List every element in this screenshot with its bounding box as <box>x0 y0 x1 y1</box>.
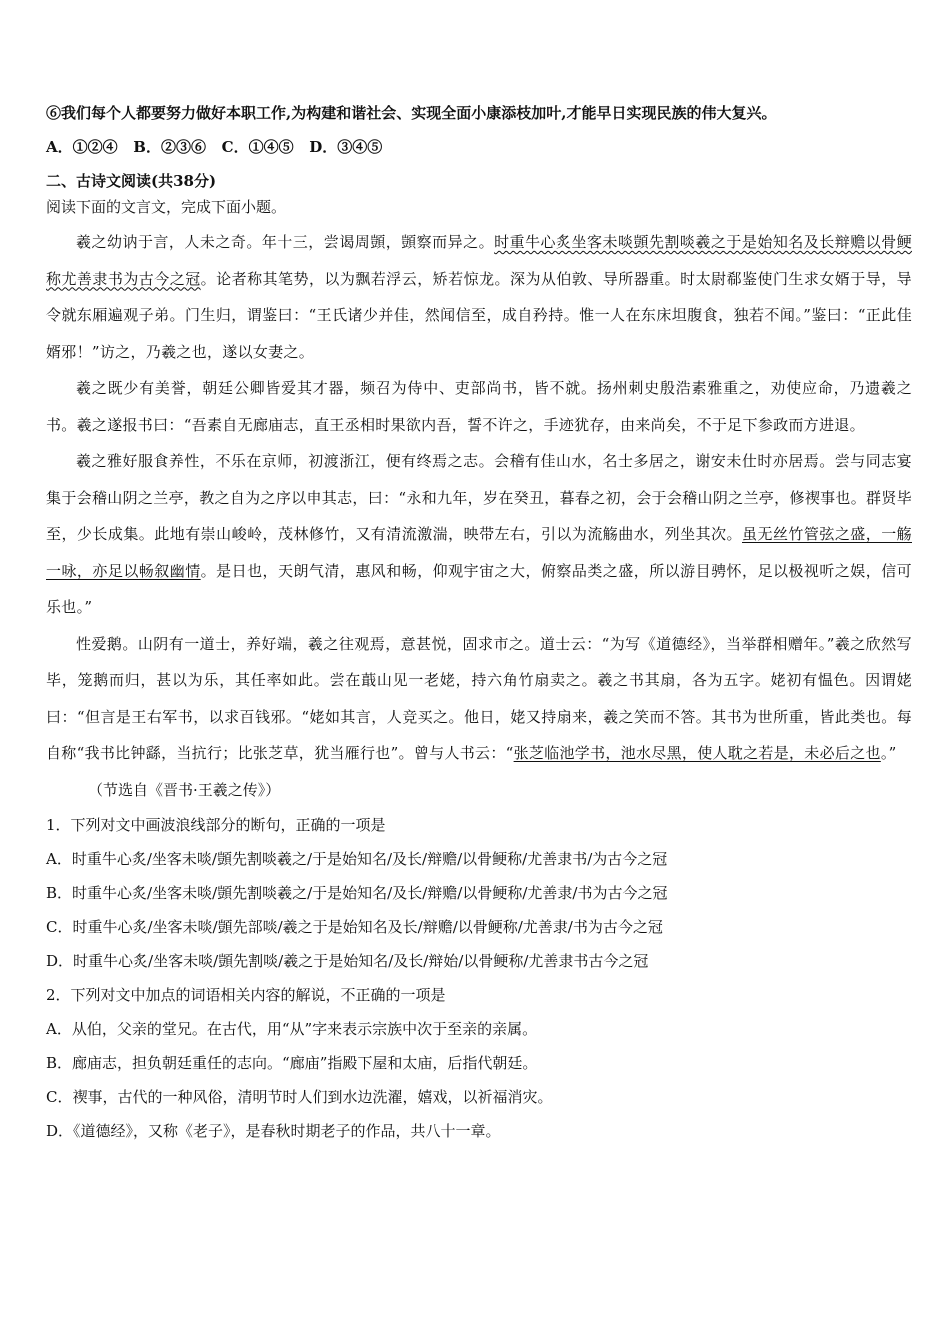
statement-6: ⑥我们每个人都要努力做好本职工作,为构建和谐社会、实现全面小康添枝加叶,才能早日实现民族的伟大复兴。 <box>46 104 777 122</box>
question-2-stem: 2．下列对文中加点的词语相关内容的解说，不正确的一项是 <box>46 985 446 1004</box>
passage-paragraph-2: 羲之既少有美誉，朝廷公卿皆爱其才器，频召为侍中、吏部尚书，皆不就。扬州刺史殷浩素雅重之，劝使应命，乃遗羲之书。羲之遂报书曰：“吾素自无廊庙志，直王丞相时果欲内吾，誓不许之，手迹犹存，由来尚矣，不于足下参政而方进退。 <box>46 379 912 434</box>
passage-text: 。论者称其笔势，以为飘若浮云，矫若惊龙。深为从伯敦、导所器重。时太尉郗鉴使门生求女婿于导，导令就东厢遍观子弟。门生归，谓鉴曰：“王氏诸少并佳，然闻信至，成自矜持。惟一人在东床坦腹食，独若不闻。”鉴曰：“正此佳婿邪！”访之，乃羲之也，遂以女妻之。 <box>46 269 912 361</box>
question-1-option-d: D．时重牛心炙/坐客未啖/顗先割啖/羲之于是始知名/及长/辩始/以骨鲠称/尤善隶书古今之冠 <box>46 951 649 970</box>
classical-passage <box>46 224 912 772</box>
underlined-text: 虽无丝竹管弦之盛，一觞一咏，亦足以畅叙幽情 <box>46 525 912 580</box>
question-2-option-d: D．《道德经》，又称《老子》，是春秋时期老子的作品，共八十一章。 <box>46 1121 501 1140</box>
passage-text: 羲之幼讷于言，人未之奇。年十三，尝谒周顗，顗察而异之。 <box>76 233 495 251</box>
question-1-option-a: A．时重牛心炙/坐客未啖/顗先割啖羲之/于是始知名/及长/辩赡/以骨鲠称/尤善隶书/为古今之冠 <box>46 849 668 868</box>
passage-paragraph-3 <box>46 443 912 626</box>
answer-options: A．①②④ B．②③⑥ C．①④⑤ D．③④⑤ <box>46 138 383 156</box>
section-instruction: 阅读下面的文言文，完成下面小题。 <box>46 198 287 216</box>
passage-paragraph-4 <box>46 626 912 772</box>
passage-text: 。是日也，天朗气清，惠风和畅，仰观宇宙之大，俯察品类之盛，所以游目骋怀，足以极视听之娱，信可乐也。” <box>46 561 912 616</box>
question-1-option-b: B．时重牛心炙/坐客未啖/顗先割啖羲之/于是始知名/及长/辩赡/以骨鲠称/尤善隶/书为古今之冠 <box>46 883 668 902</box>
question-2-option-b: B．廊庙志，担负朝廷重任的志向。“廊庙”指殿下屋和太庙，后指代朝廷。 <box>46 1053 538 1072</box>
section-heading: 二、古诗文阅读(共38分) <box>46 172 217 190</box>
question-2-option-a: A．从伯，父亲的堂兄。在古代，用“从”字来表示宗族中次于至亲的亲属。 <box>46 1019 538 1038</box>
underlined-text: 张芝临池学书，池水尽黑，使人耽之若是，未必后之也 <box>513 744 881 762</box>
passage-paragraph-1 <box>46 224 912 370</box>
passage-source: （节选自《晋书·王羲之传》） <box>88 780 281 799</box>
passage-text: 性爱鹅。山阴有一道士，养好端，羲之往观焉，意甚悦，固求市之。道士云：“为写《道德经》，当举群相赠年。”羲之欣然写毕，笼鹅而归，甚以为乐，其任率如此。尝在蕺山见一老姥，持六角竹扇卖之。羲之书其扇，各为五字。姥初有愠色。因谓姥曰：“但言是王右军书，以求百钱邪。“姥如其言，人竞买之。他日，姥又持扇来，羲之笑而不答。其书为世所重，皆此类也。每自称“我书比钟繇，当抗行；比张芝草，犹当雁行也”。曾与人书云：“ <box>46 634 912 762</box>
question-1-option-c: C．时重牛心炙/坐客未啖/顗先部啖/羲之于是始知名及长/辩赡/以骨鲠称/尤善隶/书为古今之冠 <box>46 917 663 936</box>
question-2-option-c: C．禊事，古代的一种风俗，清明节时人们到水边洗濯，嬉戏，以祈福消灾。 <box>46 1087 553 1106</box>
passage-text: 羲之雅好服食养性，不乐在京师，初渡浙江，便有终焉之志。会稽有佳山水，名士多居之，谢安未仕时亦居焉。尝与同志宴集于会稽山阴之兰亭，教之自为之序以申其志，曰：“永和九年，岁在癸丑，暮春之初，会于会稽山阴之兰亭，修禊事也。群贤毕至，少长成集。此地有崇山峻岭，茂林修竹，又有清流激湍，映带左右，引以为流觞曲水，列坐其次。 <box>46 452 912 543</box>
question-1-stem: 1．下列对文中画波浪线部分的断句，正确的一项是 <box>46 815 386 834</box>
passage-text: 。” <box>880 744 897 762</box>
document-page <box>46 96 912 1148</box>
wavy-underlined-text: 时重牛心炙坐客未啖顗先割啖羲之于是始知名及长辩赡以骨鲠称尤善隶书为古今之冠 <box>46 233 912 288</box>
